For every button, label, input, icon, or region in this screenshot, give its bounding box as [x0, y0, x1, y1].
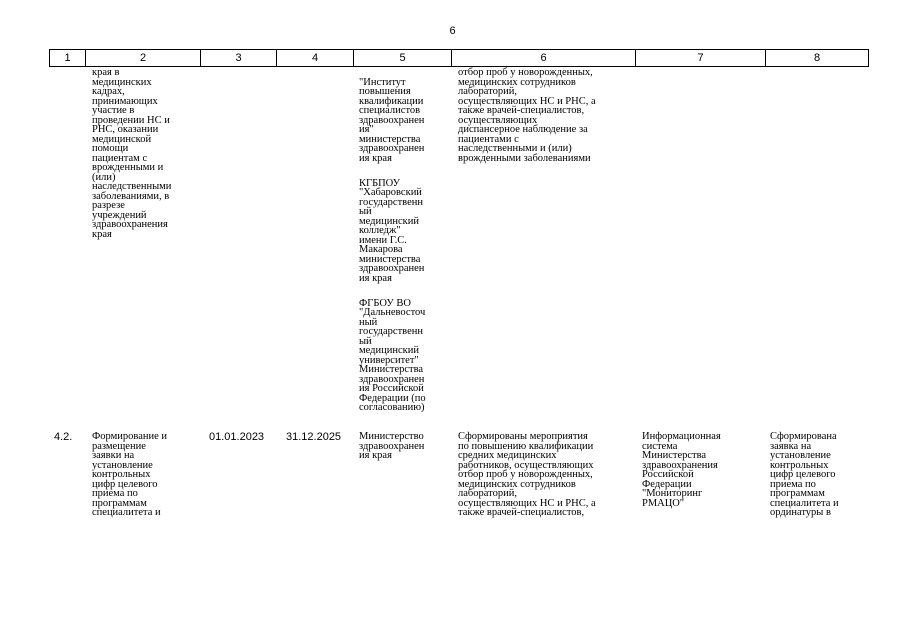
column-header-8: 8 [813, 52, 821, 64]
column-header-2: 2 [86, 50, 201, 66]
page-number: 6 [449, 25, 456, 37]
row-4-2-end-date: 31.12.2025 [286, 431, 342, 443]
column-header-4: 4 [277, 50, 354, 66]
column-header-5: 5 [354, 50, 452, 66]
organization-kgbpou: КГБПОУ "Хабаровский государственн ый медицинский колледж" имени Г.С. Макарова министерства здравоохранен ия края [359, 177, 425, 284]
continued-row-col2: края в медицинских кадрах, принимающих участие в проведении НС и РНС, оказании медицинской помощи пациентам с врожденными и (или) наследственными заболеваниями, в разрезе учреждений здравоохранения края [92, 67, 172, 240]
organization-fgbou: ФГБОУ ВО "Дальневосточ ный государственн ый медицинский университет" Министерства здравоохранен ия Российской Федерации (по согласованию) [359, 297, 426, 413]
row-4-2-start-date: 01.01.2023 [209, 431, 265, 443]
column-header-3: 3 [201, 50, 277, 66]
column-header-1: 1 [50, 50, 86, 66]
continued-row-col6: отбор проб у новорожденных, медицинских сотрудников лабораторий, осуществляющих НС и РНС, а также врачей-специалистов, осуществляющих диспансерное наблюдение за пациентами с наследственными и (или) врожденными заболеваниями [458, 67, 596, 164]
organization-ipk: "Институт повышения квалификации специалистов здравоохранен ия" министерства здравоохранен ия края [359, 76, 425, 164]
column-header-6: 6 [452, 50, 636, 66]
row-number: 4.2. [54, 431, 73, 443]
row-4-2-info-system: Информационная система Министерства здравоохранения Российской Федерации "Мониторинг РМАЦО" [642, 431, 721, 509]
row-4-2-outcome: Сформирована заявка на установление контрольных цифр целевого приема по программам специалитета и ординатуры в [770, 431, 839, 518]
row-4-2-result: Сформированы мероприятия по повышению квалификации средних медицинских работников, осуществляющих отбор проб у новорожденных, медицинских сотрудников лабораторий, осуществляющих НС и РНС, а также врачей-специалистов, [458, 431, 596, 518]
table-header-row [49, 49, 869, 67]
column-header-7: 7 [636, 50, 766, 66]
row-4-2-responsible: Министерство здравоохранен ия края [359, 431, 425, 461]
row-4-2-task: Формирование и размещение заявки на установление контрольных цифр целевого приема по программам специалитета и [92, 431, 168, 518]
continued-row-col5 [359, 68, 447, 428]
